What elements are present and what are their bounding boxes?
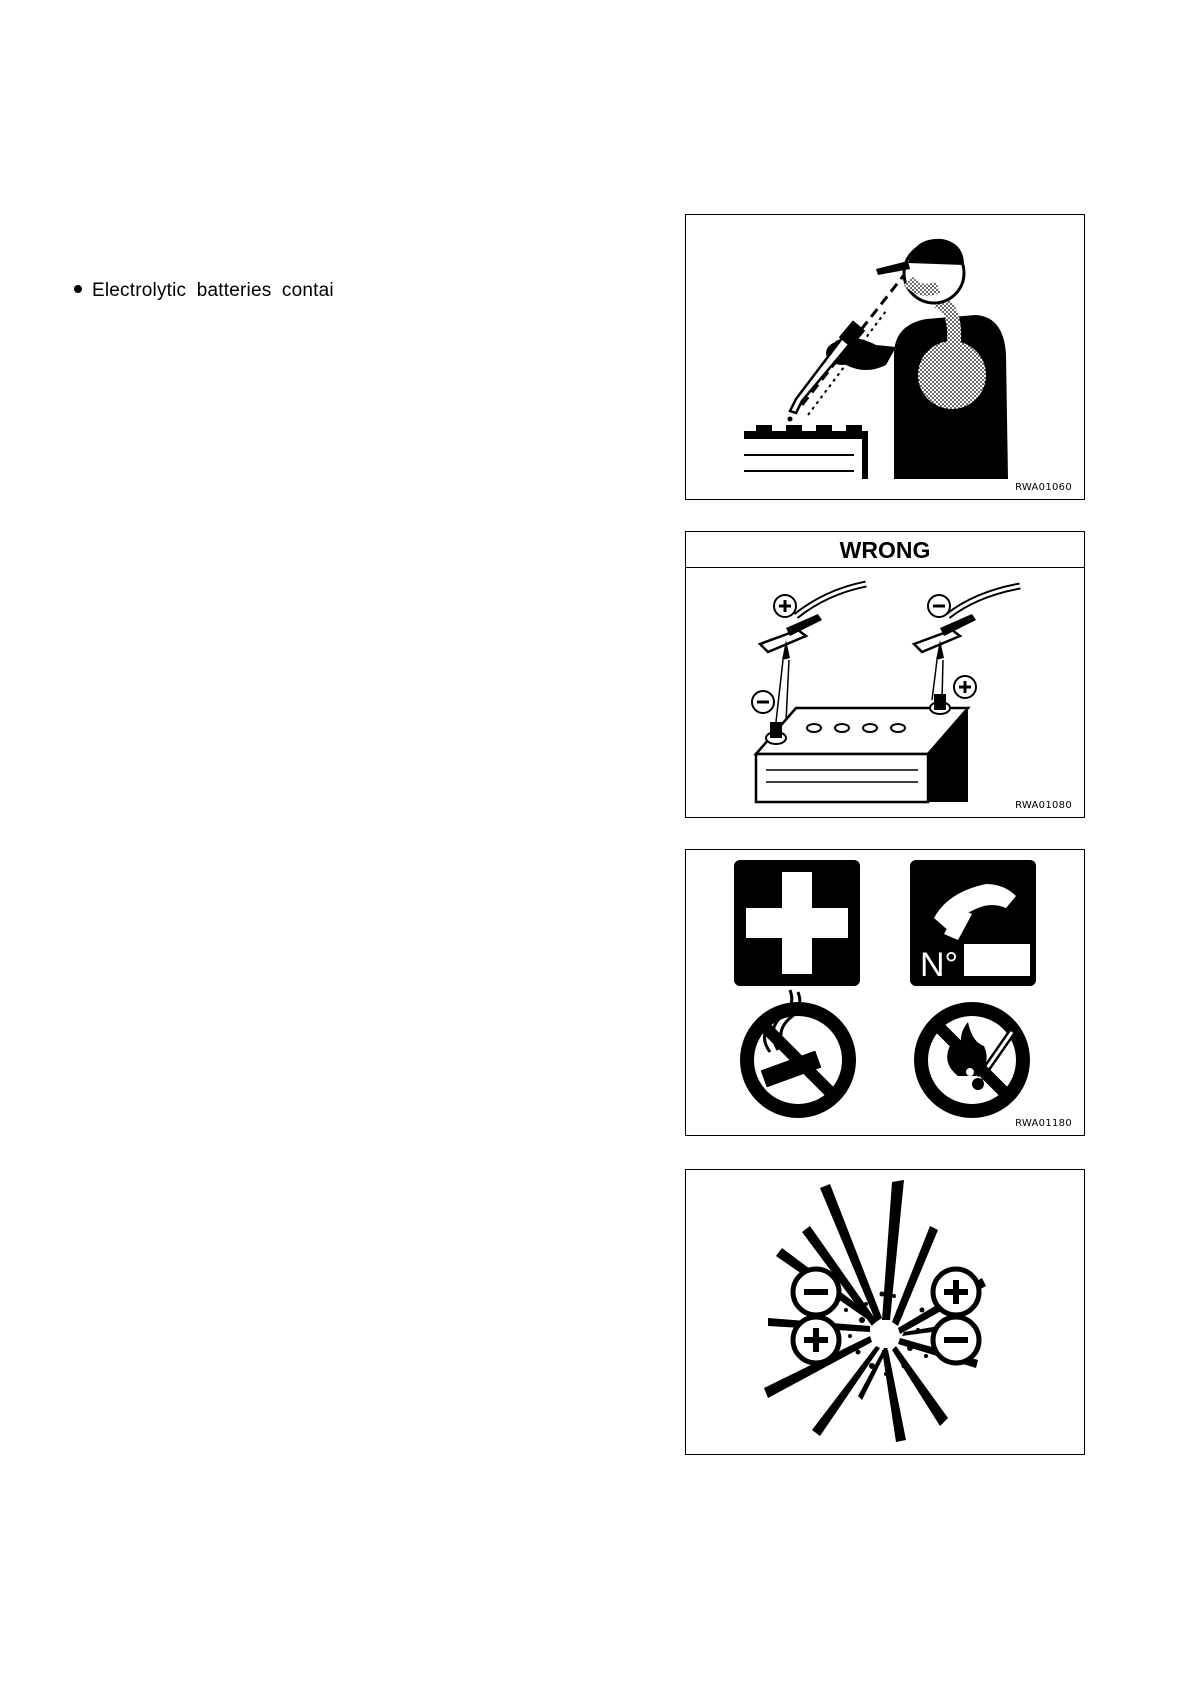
minus-sign-icon	[928, 595, 950, 617]
safety-signs-group	[686, 850, 1085, 1136]
bullet-dot	[74, 285, 82, 293]
plus-sign-icon	[793, 1317, 839, 1363]
bullet-text: Electrolytic batteries contai	[92, 280, 334, 301]
telephone-icon	[910, 860, 1036, 986]
minus-sign-icon	[752, 691, 774, 713]
figure-person-battery	[685, 214, 1085, 500]
no-smoking-icon	[740, 990, 856, 1118]
explosion-icon	[686, 1170, 1085, 1455]
plus-sign-icon	[933, 1269, 979, 1315]
figure-safety-signs	[685, 849, 1085, 1136]
figure-code: RWA01080	[1015, 800, 1072, 811]
phone-number-label: N°	[920, 946, 959, 984]
figure-code: RWA01060	[1015, 482, 1072, 493]
first-aid-icon	[734, 860, 860, 986]
battery-icon	[686, 532, 1085, 818]
person-with-cap-icon	[686, 215, 1085, 500]
minus-sign-icon	[933, 1317, 979, 1363]
figure-code: RWA01180	[1015, 1118, 1072, 1129]
plus-sign-icon	[774, 595, 796, 617]
no-open-flame-icon	[914, 1002, 1030, 1118]
figure-wrong-jumper	[685, 531, 1085, 818]
bullet-item	[74, 280, 334, 302]
minus-sign-icon	[793, 1269, 839, 1315]
figure-explosion	[685, 1169, 1085, 1455]
plus-sign-icon	[954, 676, 976, 698]
figure-title: WRONG	[686, 532, 1084, 568]
